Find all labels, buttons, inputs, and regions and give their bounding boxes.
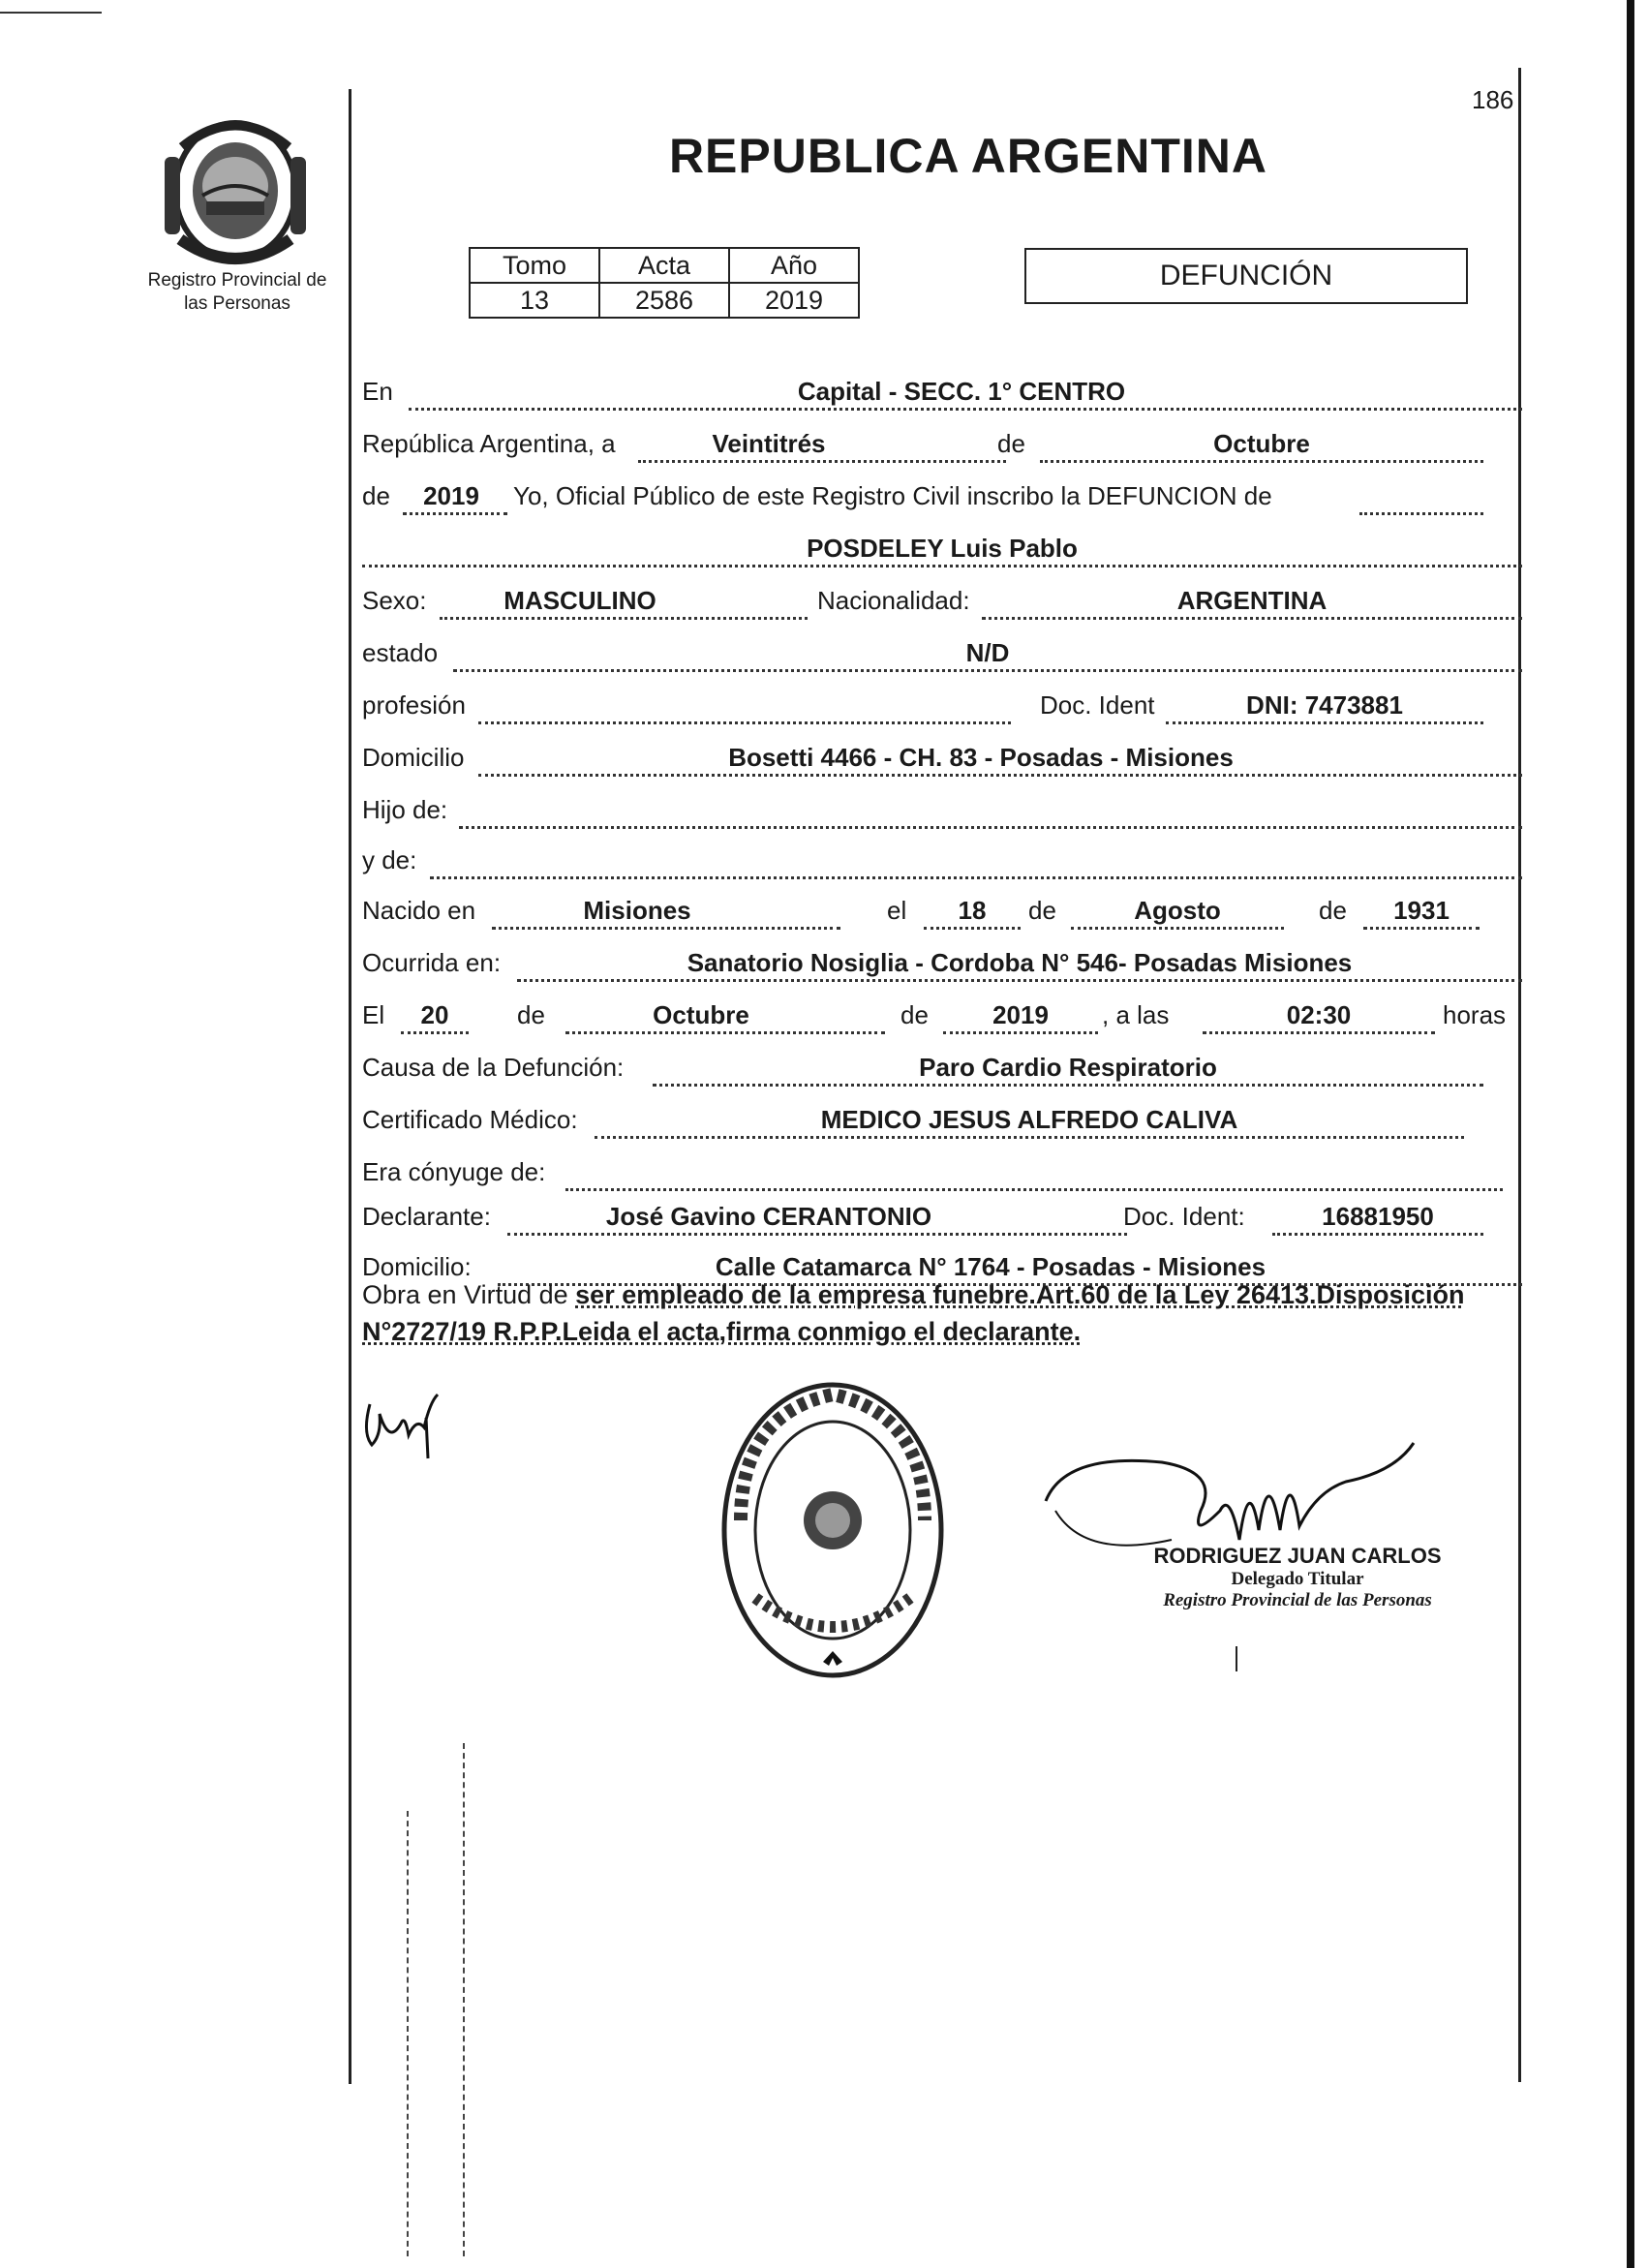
registry-name — [126, 269, 349, 316]
top-left-rule — [0, 12, 102, 14]
declarante-doc-value: 16881950 — [1322, 1202, 1434, 1231]
tomo-header: Tomo — [470, 248, 599, 283]
horas-label: horas — [1443, 1000, 1507, 1029]
year-de-label: de — [362, 481, 390, 510]
death-month-value: Octubre — [653, 1000, 749, 1029]
official-tick — [1236, 1646, 1237, 1671]
estado-value: N/D — [965, 638, 1010, 667]
en-label: En — [362, 377, 393, 406]
deceased-name: POSDELEY Luis Pablo — [807, 534, 1078, 563]
death-year-value: 2019 — [992, 1000, 1049, 1029]
en-value: Capital - SECC. 1° CENTRO — [797, 377, 1126, 406]
registry-name-line1: Registro Provincial de — [147, 270, 327, 291]
conyuge-label: Era cónyuge de: — [362, 1157, 546, 1186]
declarante-value: José Gavino CERANTONIO — [605, 1202, 932, 1231]
inner-margin-dashes-1 — [407, 1811, 409, 2256]
row-statement — [362, 471, 1522, 519]
row-deceased-name — [362, 523, 1522, 571]
day-text: Veintitrés — [712, 429, 826, 458]
ocurrida-label: Ocurrida en: — [362, 948, 502, 977]
row-declarante — [362, 1191, 1522, 1240]
estado-label: estado — [362, 638, 439, 667]
hijo-label: Hijo de: — [362, 795, 448, 824]
row-certificado — [362, 1094, 1522, 1143]
domicilio-label: Domicilio — [362, 743, 465, 772]
nacido-el-label: el — [887, 896, 907, 925]
declarante-domicilio-value: Calle Catamarca N° 1764 - Posadas - Misiones — [715, 1252, 1267, 1281]
causa-value: Paro Cardio Respiratorio — [919, 1053, 1217, 1082]
domicilio-value: Bosetti 4466 - CH. 83 - Posadas - Misiones — [728, 743, 1234, 772]
official-stamp — [717, 1375, 949, 1685]
nacido-de-label-2: de — [1319, 896, 1347, 925]
republica-label: República Argentina, a — [362, 429, 616, 458]
row-causa — [362, 1042, 1522, 1090]
el-label: El — [362, 1000, 385, 1029]
row-hijo — [362, 784, 1522, 833]
row-date — [362, 418, 1522, 467]
official-role: Delegado Titular — [1231, 1569, 1364, 1589]
official-org: Registro Provincial de las Personas — [1163, 1590, 1432, 1610]
date-de-label: de — [997, 429, 1025, 458]
declarant-signature-icon — [360, 1375, 467, 1462]
row-domicilio — [362, 732, 1522, 781]
domicilio2-label: Domicilio: — [362, 1252, 472, 1281]
acta-header: Acta — [599, 248, 729, 283]
inner-margin-dashes-2 — [463, 1743, 465, 2256]
certificado-value: MEDICO JESUS ALFREDO CALIVA — [820, 1105, 1238, 1134]
nacionalidad-value: ARGENTINA — [1176, 586, 1328, 615]
official-name: RODRIGUEZ JUAN CARLOS — [1153, 1544, 1442, 1568]
left-margin-line — [349, 89, 351, 2084]
death-de-label-1: de — [517, 1000, 545, 1029]
row-en — [362, 366, 1522, 414]
row-estado — [362, 628, 1522, 676]
profesion-label: profesión — [362, 690, 466, 720]
record-table — [469, 247, 860, 319]
nacionalidad-label: Nacionalidad: — [817, 586, 970, 615]
page-number: 186 — [1472, 85, 1514, 114]
obra-text: ser empleado de la empresa funebre.Art.60 de la Ley 26413.Disposición N°2727/19 R.P.P.Leida el acta,firma conmigo el declarante. — [362, 1280, 1465, 1346]
row-profesion — [362, 680, 1522, 728]
tomo-value: 13 — [470, 283, 599, 318]
sexo-value: MASCULINO — [504, 586, 656, 615]
nacido-mes-value: Agosto — [1134, 896, 1221, 925]
month-text: Octubre — [1213, 429, 1310, 458]
row-conyuge — [362, 1147, 1522, 1195]
doc-ident-value: DNI: 7473881 — [1246, 690, 1403, 720]
anio-value: 2019 — [729, 283, 859, 318]
obra-paragraph — [362, 1276, 1524, 1350]
death-de-label-2: de — [900, 1000, 929, 1029]
a-las-label: , a las — [1102, 1000, 1170, 1029]
nacido-anio-value: 1931 — [1393, 896, 1450, 925]
death-time-value: 02:30 — [1286, 1000, 1352, 1029]
sexo-label: Sexo: — [362, 586, 427, 615]
provincial-seal-icon — [163, 108, 308, 268]
page-title: REPUBLICA ARGENTINA — [668, 129, 1268, 183]
y-de-label: y de: — [362, 845, 417, 874]
obra-label: Obra en Virtud de — [362, 1280, 568, 1309]
ocurrida-value: Sanatorio Nosiglia - Cordoba N° 546- Posadas Misiones — [687, 948, 1353, 977]
declarante-label: Declarante: — [362, 1202, 491, 1231]
doc-ident-label: Doc. Ident — [1040, 690, 1155, 720]
certificado-label: Certificado Médico: — [362, 1105, 578, 1134]
right-edge-bar — [1627, 0, 1634, 2268]
nacido-dia-value: 18 — [958, 896, 987, 925]
row-death-date — [362, 990, 1522, 1038]
row-nacido — [362, 885, 1522, 934]
record-type-box: DEFUNCIÓN — [1024, 248, 1468, 304]
nacido-label: Nacido en — [362, 896, 476, 925]
nacido-en-value: Misiones — [583, 896, 691, 925]
statement-text: Yo, Oficial Público de este Registro Civil inscribo la DEFUNCION de — [513, 481, 1272, 510]
year-value: 2019 — [423, 481, 479, 510]
nacido-de-label-1: de — [1028, 896, 1056, 925]
doc-ident2-label: Doc. Ident: — [1123, 1202, 1245, 1231]
row-y-de — [362, 835, 1522, 883]
row-sexo — [362, 575, 1522, 624]
row-ocurrida — [362, 937, 1522, 986]
death-day-value: 20 — [420, 1000, 449, 1029]
acta-value: 2586 — [599, 283, 729, 318]
causa-label: Causa de la Defunción: — [362, 1053, 625, 1082]
official-block — [1104, 1544, 1491, 1611]
registry-name-line2: las Personas — [184, 293, 290, 314]
anio-header: Año — [729, 248, 859, 283]
